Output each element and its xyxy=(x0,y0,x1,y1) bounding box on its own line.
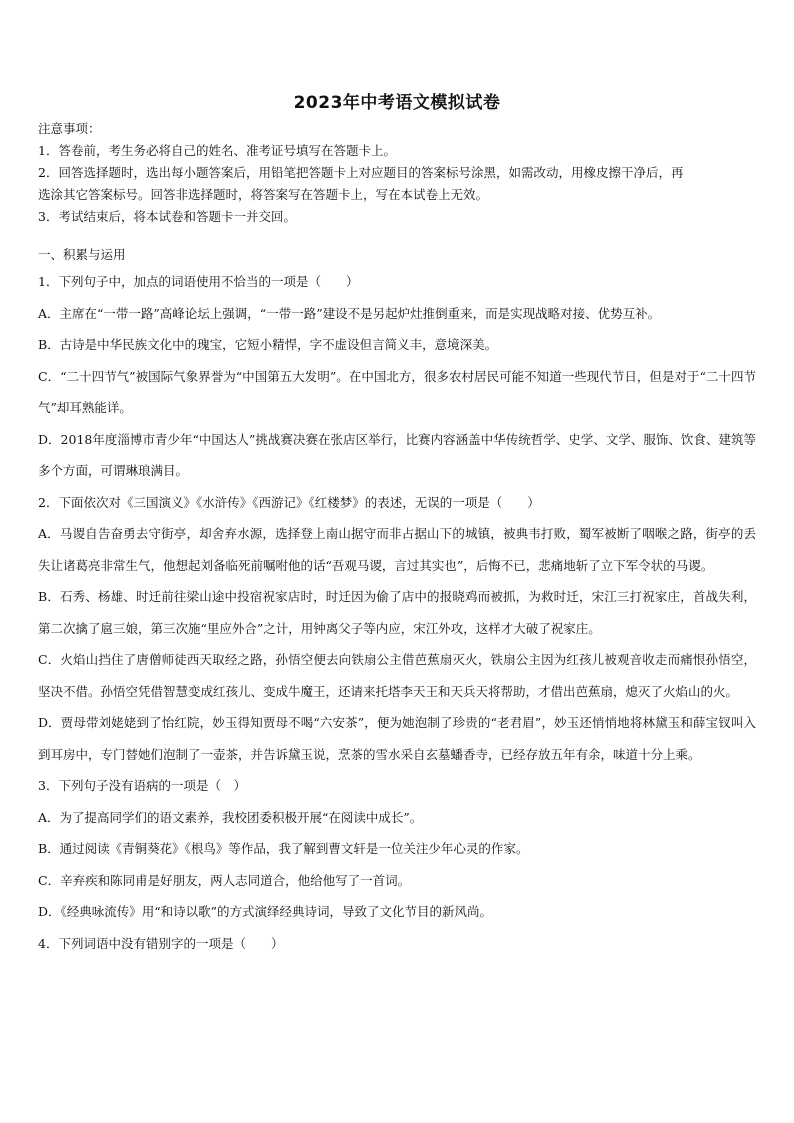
question-1 xyxy=(38,266,756,487)
notice-heading: 注意事项： xyxy=(38,121,101,136)
notice-item: 1．答卷前，考生务必将自己的姓名、准考证号填写在答题卡上。 xyxy=(38,143,396,158)
page-title: 2023年中考语文模拟试卷 xyxy=(293,93,501,113)
question-option: D．2018年度淄博市青少年“中国达人”挑战赛决赛在张店区举行，比赛内容涵盖中华传统哲学、史学、文学、服饰、饮食、建筑等多个方面，可谓琳琅满目。 xyxy=(38,431,756,478)
question-option: C．火焰山挡住了唐僧师徒西天取经之路，孙悟空便去向铁扇公主借芭蕉扇灭火，铁扇公主因为红孩儿被观音收走而痛恨孙悟空，坚决不借。孙悟空凭借智慧变成红孩儿、变成牛魔王，还请来托塔李天王和天兵天将帮助，才借出芭蕉扇，熄灭了火焰山的火。 xyxy=(38,652,756,699)
question-option: A．为了提高同学们的语文素养，我校团委积极开展“在阅读中成长”。 xyxy=(38,809,423,825)
question-option: A．马谡自告奋勇去守街亭，却舍弃水源，选择登上南山据守而非占据山下的城镇，被典韦打败，蜀军被断了咽喉之路，街亭的丢失让诸葛亮非常生气，他想起刘备临死前嘱咐他的话“吾观马谡，言过其实也”，后悔不已，悲痛地斩了立下军令状的马谡。 xyxy=(38,526,756,573)
question-option: C．辛弃疾和陈同甫是好朋友，两人志同道合，他给他写了一首词。 xyxy=(38,872,411,888)
question-option: B．通过阅读《青铜葵花》《根鸟》等作品，我了解到曹文轩是一位关注少年心灵的作家。 xyxy=(38,841,529,856)
question-stem: 4．下列词语中没有错别字的一项是（ ） xyxy=(38,935,284,951)
question-stem: 1．下列句子中，加点的词语使用不恰当的一项是（ ） xyxy=(38,274,359,289)
question-option: C．“二十四节气”被国际气象界誉为“中国第五大发明”。在中国北方，很多农村居民可能不知道一些现代节日，但是对于“二十四节气”却耳熟能详。 xyxy=(38,368,756,415)
notice-item: 选涂其它答案标号。回答非选择题时，将答案写在答题卡上，写在本试卷上无效。 xyxy=(38,187,489,202)
question-3 xyxy=(38,770,756,928)
question-4 xyxy=(38,928,756,960)
question-option: D．《经典咏流传》用“和诗以歌”的方式演绎经典诗词，导致了文化节目的新风尚。 xyxy=(38,904,493,919)
question-option: A．主席在“一带一路”高峰论坛上强调，“一带一路”建设不是另起炉灶推倒重来，而是实现战略对接、优势互补。 xyxy=(38,305,661,321)
question-stem: 3．下列句子没有语病的一项是（ ） xyxy=(38,778,246,793)
question-option: B．石秀、杨雄、时迁前往梁山途中投宿祝家店时，时迁因为偷了店中的报晓鸡而被抓，为救时迁，宋江三打祝家庄，首战失利，第二次擒了扈三娘，第三次施“里应外合”之计，用钟离父子等内应，宋江外攻，这样才大破了祝家庄。 xyxy=(38,589,756,636)
question-2 xyxy=(38,487,756,771)
exam-content xyxy=(38,118,756,959)
question-stem: 2．下面依次对《三国演义》《水浒传》《西游记》《红楼梦》的表述，无误的一项是（ ） xyxy=(38,494,540,510)
notice-block xyxy=(38,118,756,228)
question-option: B．古诗是中华民族文化中的瑰宝，它短小精悍，字不虚设但言简义丰，意境深美。 xyxy=(38,337,498,352)
notice-item: 3．考试结束后，将本试卷和答题卡一并交回。 xyxy=(38,209,296,224)
notice-item: 2．回答选择题时，选出每小题答案后，用铅笔把答题卡上对应题目的答案标号涂黑，如需改动，用橡皮擦干净后，再 xyxy=(38,165,684,180)
question-option: D．贾母带刘姥姥到了怡红院，妙玉得知贾母不喝“六安茶”，便为她泡制了珍贵的“老君眉”，妙玉还悄悄地将林黛玉和薛宝钗叫入到耳房中，专门替她们泡制了一壶茶，并告诉黛玉说，烹茶的雪水采自玄墓蟠香寺，已经存放五年有余，味道十分上乘。 xyxy=(38,715,756,762)
section-heading: 一、积累与运用 xyxy=(38,247,126,262)
